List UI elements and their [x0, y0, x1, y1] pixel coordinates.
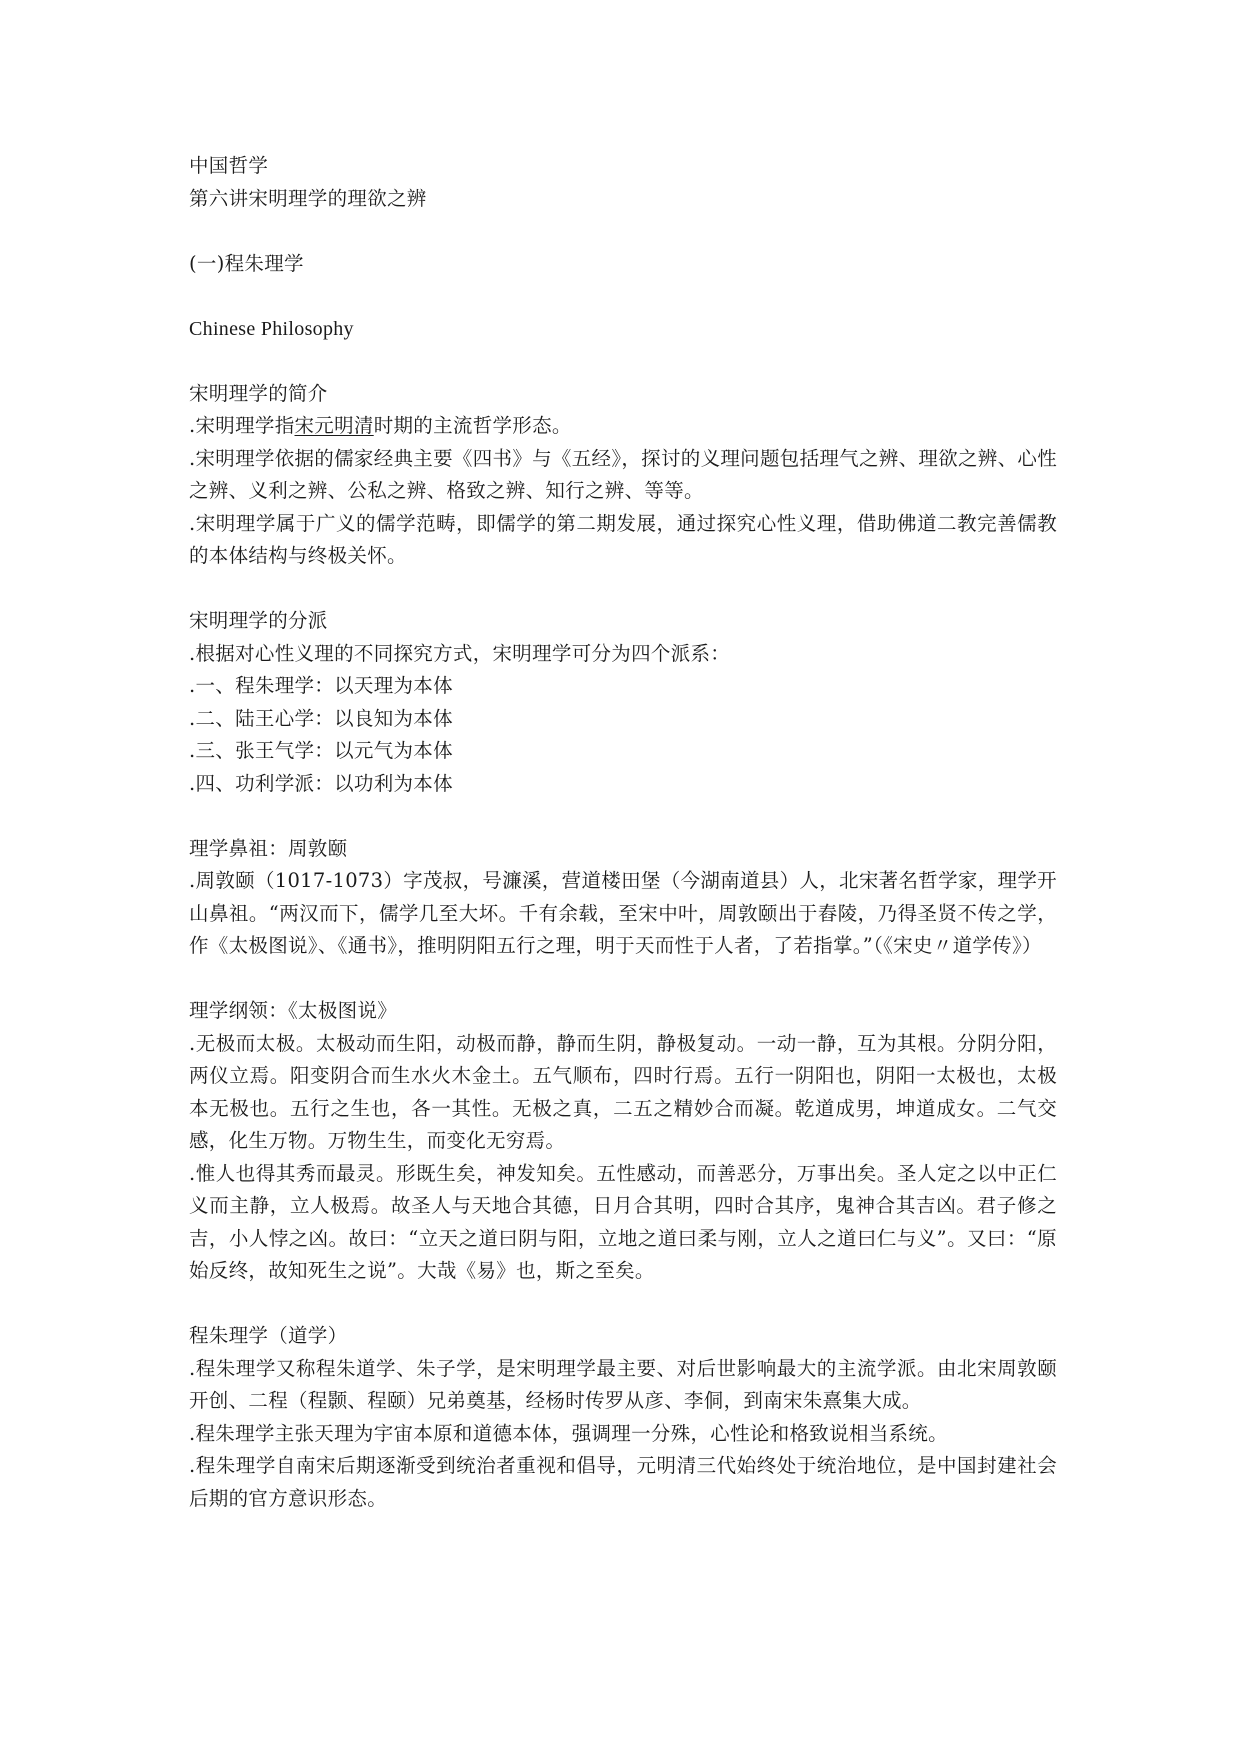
chengzhu-paragraph-2: .程朱理学主张天理为宇宙本原和道德本体，强调理一分殊，心性论和格致说相当系统。 [189, 1421, 948, 1445]
dynasty-link[interactable]: 宋元明清 [294, 414, 374, 437]
intro-paragraph-2: .宋明理学依据的儒家经典主要《四书》与《五经》，探讨的义理问题包括理气之辨、理欲之辨、心性之辨、义利之辨、公私之辨、格致之辨、知行之辨、等等。 [189, 446, 1057, 502]
schools-list-item: .二、陆王心学：以良知为本体 [189, 706, 453, 730]
lecture-title: 第六讲宋明理学的理欲之辨 [189, 186, 427, 210]
schools-list-item: .三、张王气学：以元气为本体 [189, 739, 453, 762]
doc-title: 中国哲学 [189, 154, 269, 177]
taiji-heading: 理学纲领：《太极图说》 [189, 999, 398, 1022]
intro-paragraph-1 [189, 410, 1057, 443]
chengzhu-paragraph-1: .程朱理学又称程朱道学、朱子学，是宋明理学最主要、对后世影响最大的主流学派。由北宋周敦颐开创、二程（程颢、程颐）兄弟奠基，经杨时传罗从彦、李侗，到南宋朱熹集大成。 [189, 1356, 1057, 1412]
taiji-paragraph-1: .无极而太极。太极动而生阳，动极而静，静而生阴，静极复动。一动一静，互为其根。分阴分阳，两仪立焉。阳变阴合而生水火木金土。五气顺布，四时行焉。五行一阴阳也，阴阳一太极也，太极本无极也。五行之生也，各一其性。无极之真，二五之精妙合而凝。乾道成男，坤道成女。二气交感，化生万物。万物生生，而变化无穷焉。 [189, 1031, 1057, 1152]
intro-heading: 宋明理学的简介 [189, 381, 328, 405]
spacer [189, 963, 1057, 996]
spacer [189, 573, 1057, 606]
schools-list-item: .四、功利学派：以功利为本体 [189, 771, 453, 795]
spacer [189, 800, 1057, 833]
spacer [189, 345, 1057, 378]
schools-heading: 宋明理学的分派 [189, 609, 328, 632]
schools-paragraph: .根据对心性义理的不同探究方式，宋明理学可分为四个派系： [189, 641, 731, 665]
english-title: Chinese Philosophy [189, 317, 354, 340]
spacer [189, 1288, 1057, 1321]
taiji-paragraph-2: .惟人也得其秀而最灵。形既生矣，神发知矣。五性感动，而善恶分，万事出矣。圣人定之以中正仁义而主静，立人极焉。故圣人与天地合其德，日月合其明，四时合其序，鬼神合其吉凶。君子修之吉，小人悖之凶。故曰：“立天之道曰阴与阳，立地之道曰柔与刚，立人之道曰仁与义”。又曰：“原始反终，故知死生之说”。大哉《易》也，斯之至矣。 [189, 1161, 1057, 1282]
intro-p1-pre: .宋明理学指 [189, 414, 295, 437]
schools-list-item: .一、程朱理学：以天理为本体 [189, 674, 453, 697]
founder-paragraph: .周敦颐（1017-1073）字茂叔，号濂溪，营道楼田堡（今湖南道县）人，北宋著名哲学家，理学开山鼻祖。“两汉而下，儒学几至大坏。千有余载，至宋中叶，周敦颐出于舂陵，乃得圣贤不传之学，作《太极图说》、《通书》，推明阴阳五行之理，明于天而性于人者，了若指掌。”（《宋史〃道学传》） [189, 869, 1057, 957]
founder-heading: 理学鼻祖：周敦颐 [189, 836, 348, 860]
intro-p1-post: 时期的主流哲学形态。 [373, 414, 572, 437]
document-body [189, 150, 1057, 1515]
chengzhu-paragraph-3: .程朱理学自南宋后期逐渐受到统治者重视和倡导，元明清三代始终处于统治地位，是中国封建社会后期的官方意识形态。 [189, 1454, 1057, 1510]
spacer [189, 215, 1057, 248]
spacer [189, 280, 1057, 313]
section-title: (一)程朱理学 [189, 251, 304, 275]
intro-paragraph-3: .宋明理学属于广义的儒学范畴，即儒学的第二期发展，通过探究心性义理，借助佛道二教完善儒教的本体结构与终极关怀。 [189, 511, 1057, 567]
chengzhu-heading: 程朱理学（道学） [189, 1324, 348, 1347]
